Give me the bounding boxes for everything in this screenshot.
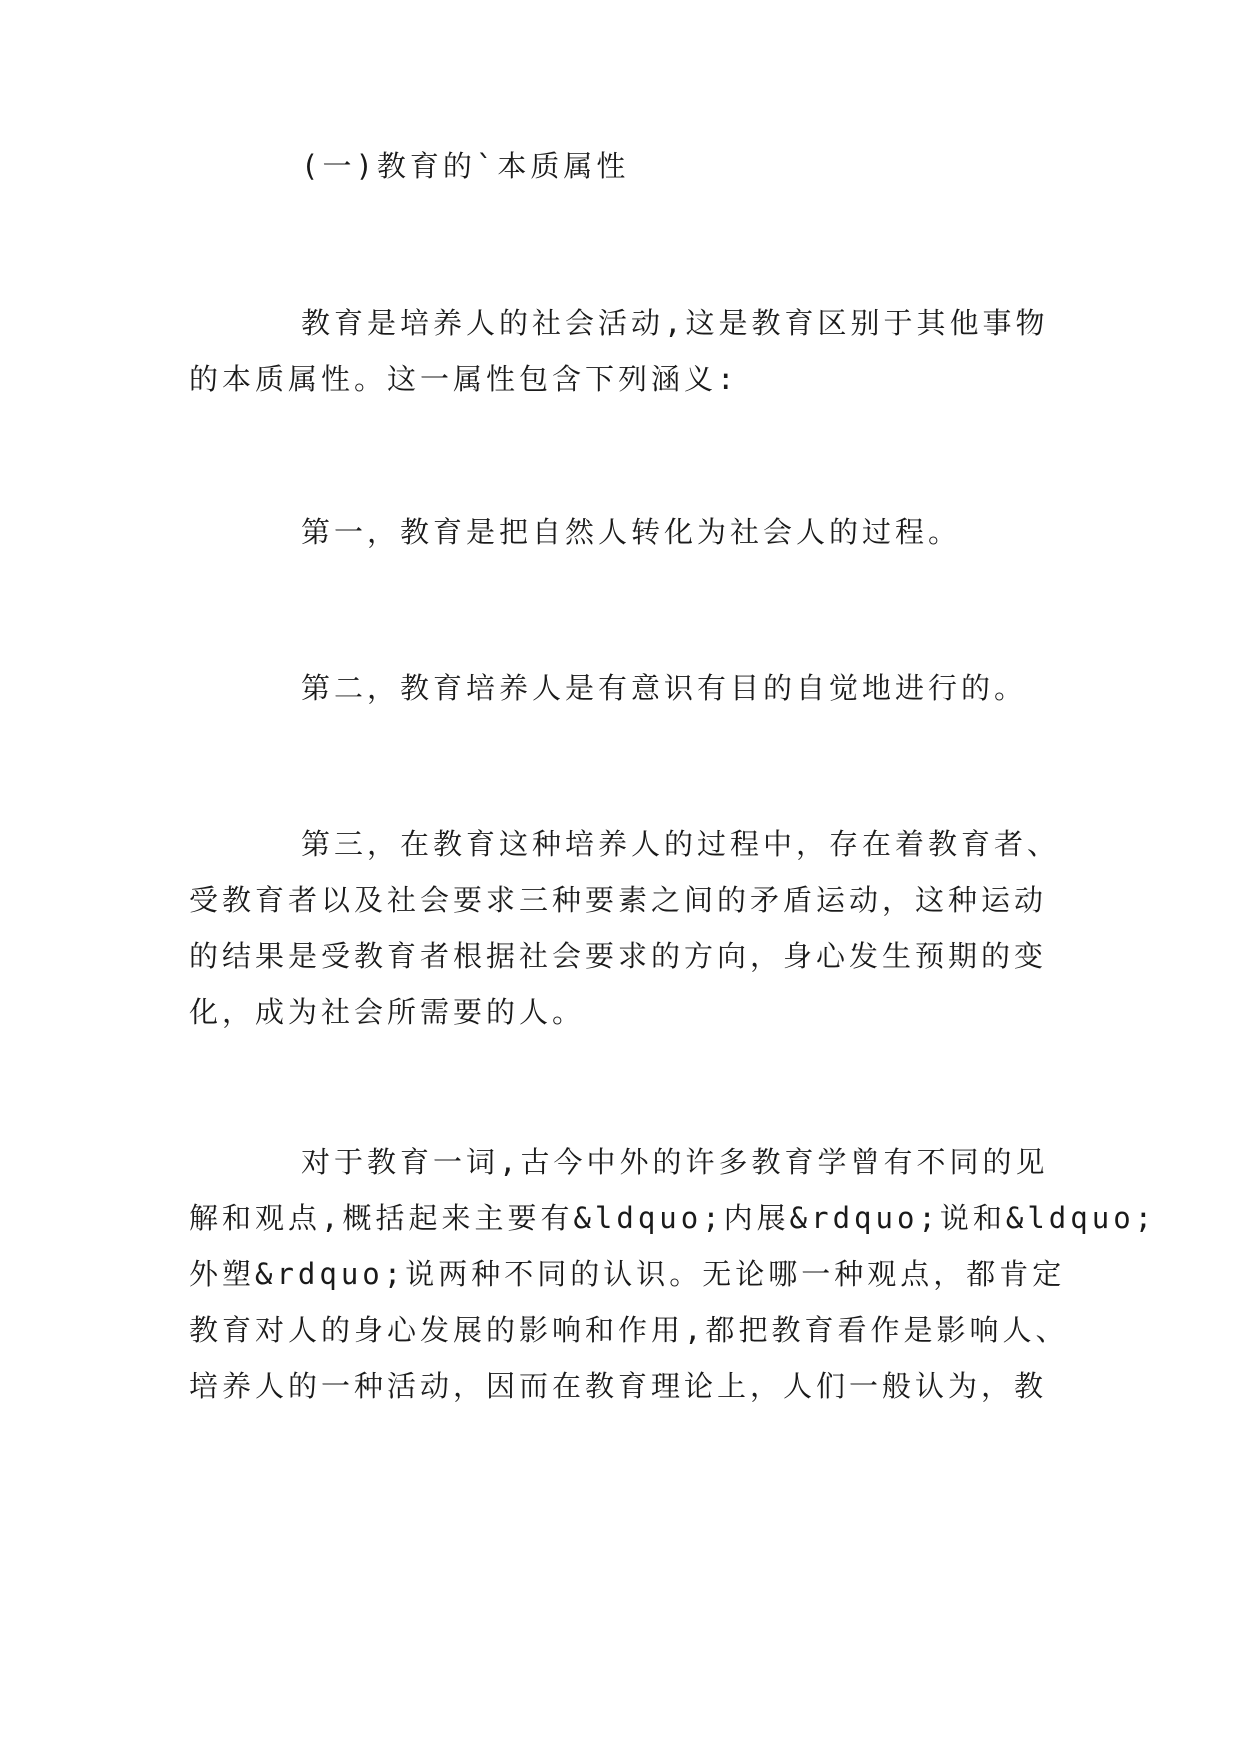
paragraph-line: 受教育者以及社会要求三种要素之间的矛盾运动，这种运动 <box>189 883 1048 917</box>
paragraph-line: 教育是培养人的社会活动,这是教育区别于其他事物 <box>301 306 1049 340</box>
paragraph-line: 第一，教育是把自然人转化为社会人的过程。 <box>301 515 962 549</box>
paragraph-line: 第三，在教育这种培养人的过程中，存在着教育者、 <box>301 827 1061 861</box>
paragraph-views <box>189 1134 1157 1414</box>
paragraph-line: 解和观点,概括起来主要有&ldquo;内展&rdquo;说和&ldquo; <box>189 1201 1157 1235</box>
paragraph-line: 对于教育一词,古今中外的许多教育学曾有不同的见 <box>301 1145 1049 1179</box>
paragraph-line: 的结果是受教育者根据社会要求的方向，身心发生预期的变 <box>189 939 1048 973</box>
paragraph-line: 第二，教育培养人是有意识有目的自觉地进行的。 <box>301 671 1028 705</box>
paragraph-line: 培养人的一种活动，因而在教育理论上，人们一般认为，教 <box>189 1369 1048 1403</box>
paragraph-line: 外塑&rdquo;说两种不同的认识。无论哪一种观点，都肯定 <box>189 1257 1066 1291</box>
paragraph-definition <box>189 295 1059 407</box>
paragraph-line: 教育对人的身心发展的影响和作用,都把教育看作是影响人、 <box>189 1313 1069 1347</box>
section-heading <box>189 138 1059 194</box>
paragraph-point-one <box>189 504 1059 560</box>
paragraph-point-three <box>189 816 1059 1040</box>
heading-text: (一)教育的`本质属性 <box>301 149 630 183</box>
paragraph-line: 的本质属性。这一属性包含下列涵义: <box>189 362 739 396</box>
paragraph-line: 化，成为社会所需要的人。 <box>189 995 586 1029</box>
paragraph-point-two <box>189 660 1059 716</box>
